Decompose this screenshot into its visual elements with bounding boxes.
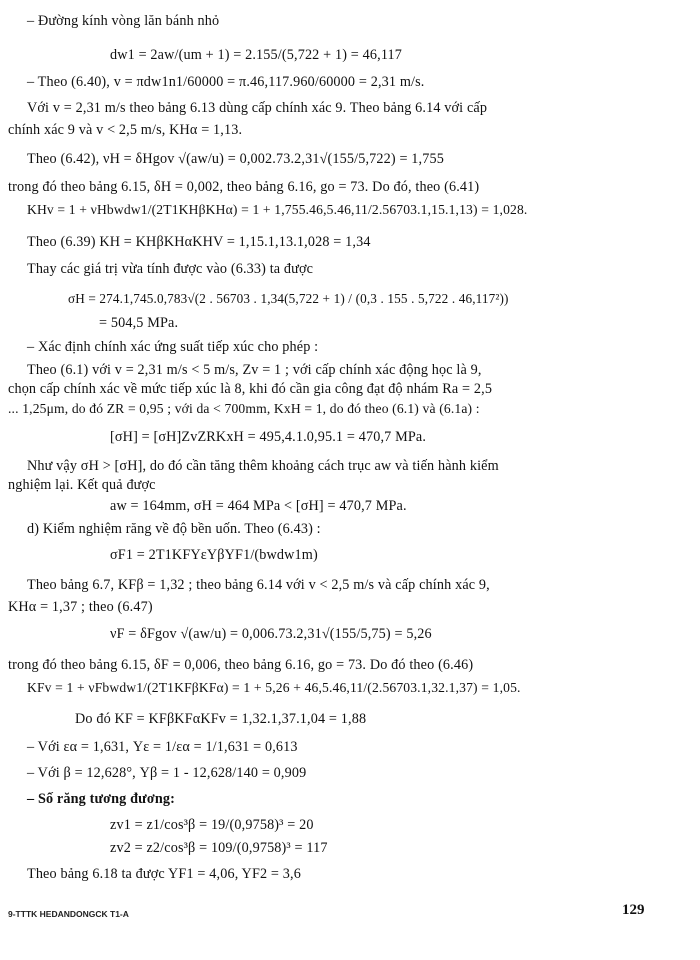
formula-line: Theo (6.42), νH = δHgov √(aw/u) = 0,002.73.2,31√(155/5,722) = 1,755 (27, 151, 444, 167)
text-line: – Theo (6.40), v = πdw1n1/60000 = π.46,117.960/60000 = 2,31 m/s. (27, 74, 425, 90)
formula-line: [σH] = [σH]ZvZRKxH = 495,4.1.0,95.1 = 470,7 MPa. (110, 429, 427, 445)
formula-line: aw = 164mm, σH = 464 MPa < [σH] = 470,7 MPa. (110, 498, 407, 514)
formula-line: KFv = 1 + νFbwdw1/(2T1KFβKFα) = 1 + 5,26 + 46,5.46,11/(2.56703.1,32.1,37) = 1,05. (27, 680, 521, 695)
list-item: – Với εα = 1,631, Yε = 1/εα = 1/1,631 = 0,613 (27, 739, 298, 755)
page-number: 129 (622, 902, 645, 918)
formula-line: σH = 274.1,745.0,783√(2 . 56703 . 1,34(5,722 + 1) / (0,3 . 155 . 5,722 . 46,117²)) (68, 291, 509, 306)
formula-line: Theo (6.39) KH = KHβKHαKHV = 1,15.1,13.1,028 = 1,34 (27, 234, 371, 250)
formula-line: σF1 = 2T1KFYεYβYF1/(bwdw1m) (110, 547, 318, 563)
formula-line: νF = δFgov √(aw/u) = 0,006.73.2,31√(155/5,75) = 5,26 (110, 626, 432, 642)
text-line: Như vậy σH > [σH], do đó cần tăng thêm khoảng cách trục aw và tiến hành kiểm (27, 458, 499, 474)
text-line: – Xác định chính xác ứng suất tiếp xúc cho phép : (27, 339, 319, 355)
formula-line: zv2 = z2/cos³β = 109/(0,9758)³ = 117 (110, 840, 328, 856)
text-line: Thay các giá trị vừa tính được vào (6.33) ta được (27, 261, 314, 277)
formula-line: = 504,5 MPa. (99, 315, 179, 331)
formula-line: KHv = 1 + νHbwdw1/(2T1KHβKHα) = 1 + 1,755.46,5.46,11/2.56703.1,15.1,13) = 1,028. (27, 202, 528, 217)
text-line: Theo (6.1) với v = 2,31 m/s < 5 m/s, Zv = 1 ; với cấp chính xác động học là 9, (27, 362, 482, 378)
text-line: Theo bảng 6.7, KFβ = 1,32 ; theo bảng 6.14 với v < 2,5 m/s và cấp chính xác 9, (27, 577, 490, 593)
text-line: nghiệm lại. Kết quả được (8, 477, 156, 493)
section-heading: d) Kiểm nghiệm răng về độ bền uốn. Theo (6.43) : (27, 521, 321, 537)
text-line: ... 1,25μm, do đó ZR = 0,95 ; với da < 700mm, KxH = 1, do đó theo (6.1) và (6.1a) : (8, 401, 480, 416)
text-line: trong đó theo bảng 6.15, δH = 0,002, theo bảng 6.16, go = 73. Do đó, theo (6.41) (8, 179, 480, 195)
text-line: Với v = 2,31 m/s theo bảng 6.13 dùng cấp chính xác 9. Theo bảng 6.14 với cấp (27, 100, 488, 116)
list-item: – Số răng tương đương: (27, 791, 175, 807)
text-line: chính xác 9 và v < 2,5 m/s, KHα = 1,13. (8, 122, 243, 138)
text-line: KHα = 1,37 ; theo (6.47) (8, 599, 153, 615)
formula-line: dw1 = 2aw/(um + 1) = 2.155/(5,722 + 1) = 46,117 (110, 47, 403, 63)
text-line: – Đường kính vòng lăn bánh nhỏ (27, 13, 220, 29)
footer-code: 9-TTTK HEDANDONGCK T1-A (8, 909, 129, 919)
list-item: – Với β = 12,628°, Yβ = 1 - 12,628/140 = 0,909 (27, 765, 307, 781)
formula-line: Do đó KF = KFβKFαKFv = 1,32.1,37.1,04 = 1,88 (75, 711, 367, 727)
text-line: Theo bảng 6.18 ta được YF1 = 4,06, YF2 = 3,6 (27, 866, 301, 882)
formula-line: zv1 = z1/cos³β = 19/(0,9758)³ = 20 (110, 817, 314, 833)
text-line: trong đó theo bảng 6.15, δF = 0,006, theo bảng 6.16, go = 73. Do đó theo (6.46) (8, 657, 474, 673)
text-line: chọn cấp chính xác về mức tiếp xúc là 8, khi đó cần gia công đạt độ nhám Ra = 2,5 (8, 381, 493, 397)
